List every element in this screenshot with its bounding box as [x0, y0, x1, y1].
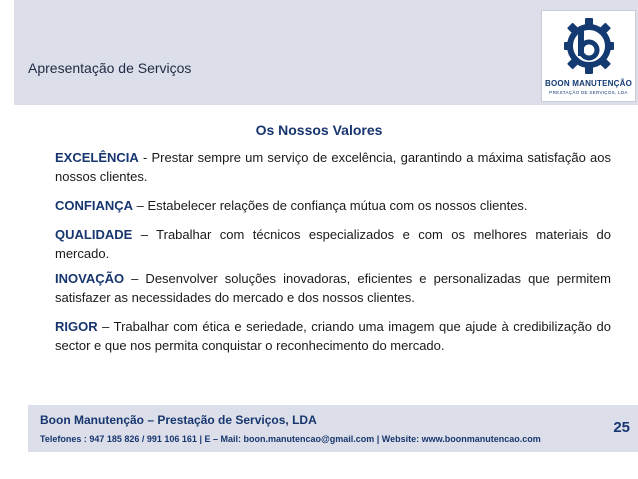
gear-b-logo-icon — [561, 17, 617, 75]
footer-company-name: Boon Manutenção – Prestação de Serviços, LDA — [40, 413, 317, 427]
value-description: - Prestar sempre um serviço de excelência, garantindo a máxima satisfação aos nossos clientes. — [55, 150, 611, 184]
logo-name: BOON MANUTENÇÃO — [545, 79, 632, 88]
value-item-excelencia — [55, 148, 611, 186]
page-header-title: Apresentação de Serviços — [28, 60, 192, 76]
value-item-confianca — [55, 196, 611, 215]
value-item-qualidade — [55, 225, 611, 263]
value-name: EXCELÊNCIA — [55, 150, 139, 165]
value-item-rigor — [55, 317, 611, 355]
value-name: INOVAÇÃO — [55, 271, 125, 286]
company-logo — [541, 10, 636, 102]
page-number: 25 — [613, 419, 630, 436]
footer-contacts: Telefones : 947 185 826 / 991 106 161 | E – Mail: boon.manutencao@gmail.com | Website: www.boonmanutencao.com — [40, 434, 541, 444]
value-description: – Desenvolver soluções inovadoras, eficientes e personalizadas que permitem satisfazer as necessidades do mercado e dos nossos clientes. — [55, 271, 611, 305]
value-name: CONFIANÇA — [55, 198, 133, 213]
value-description: – Trabalhar com ética e seriedade, criando uma imagem que ajude à credibilização do sector e que nos permita conquistar o reconhecimento do mercado. — [55, 319, 611, 353]
value-description: – Estabelecer relações de confiança mútua com os nossos clientes. — [133, 198, 528, 213]
value-description: – Trabalhar com técnicos especializados e com os melhores materiais do mercado. — [55, 227, 611, 261]
footer-band — [28, 405, 638, 452]
logo-tagline: PRESTAÇÃO DE SERVIÇOS, LDA — [549, 90, 628, 95]
value-item-inovacao — [55, 269, 611, 307]
section-title: Os Nossos Valores — [255, 122, 383, 138]
values-list — [55, 148, 611, 365]
value-name: RIGOR — [55, 319, 98, 334]
value-name: QUALIDADE — [55, 227, 133, 242]
